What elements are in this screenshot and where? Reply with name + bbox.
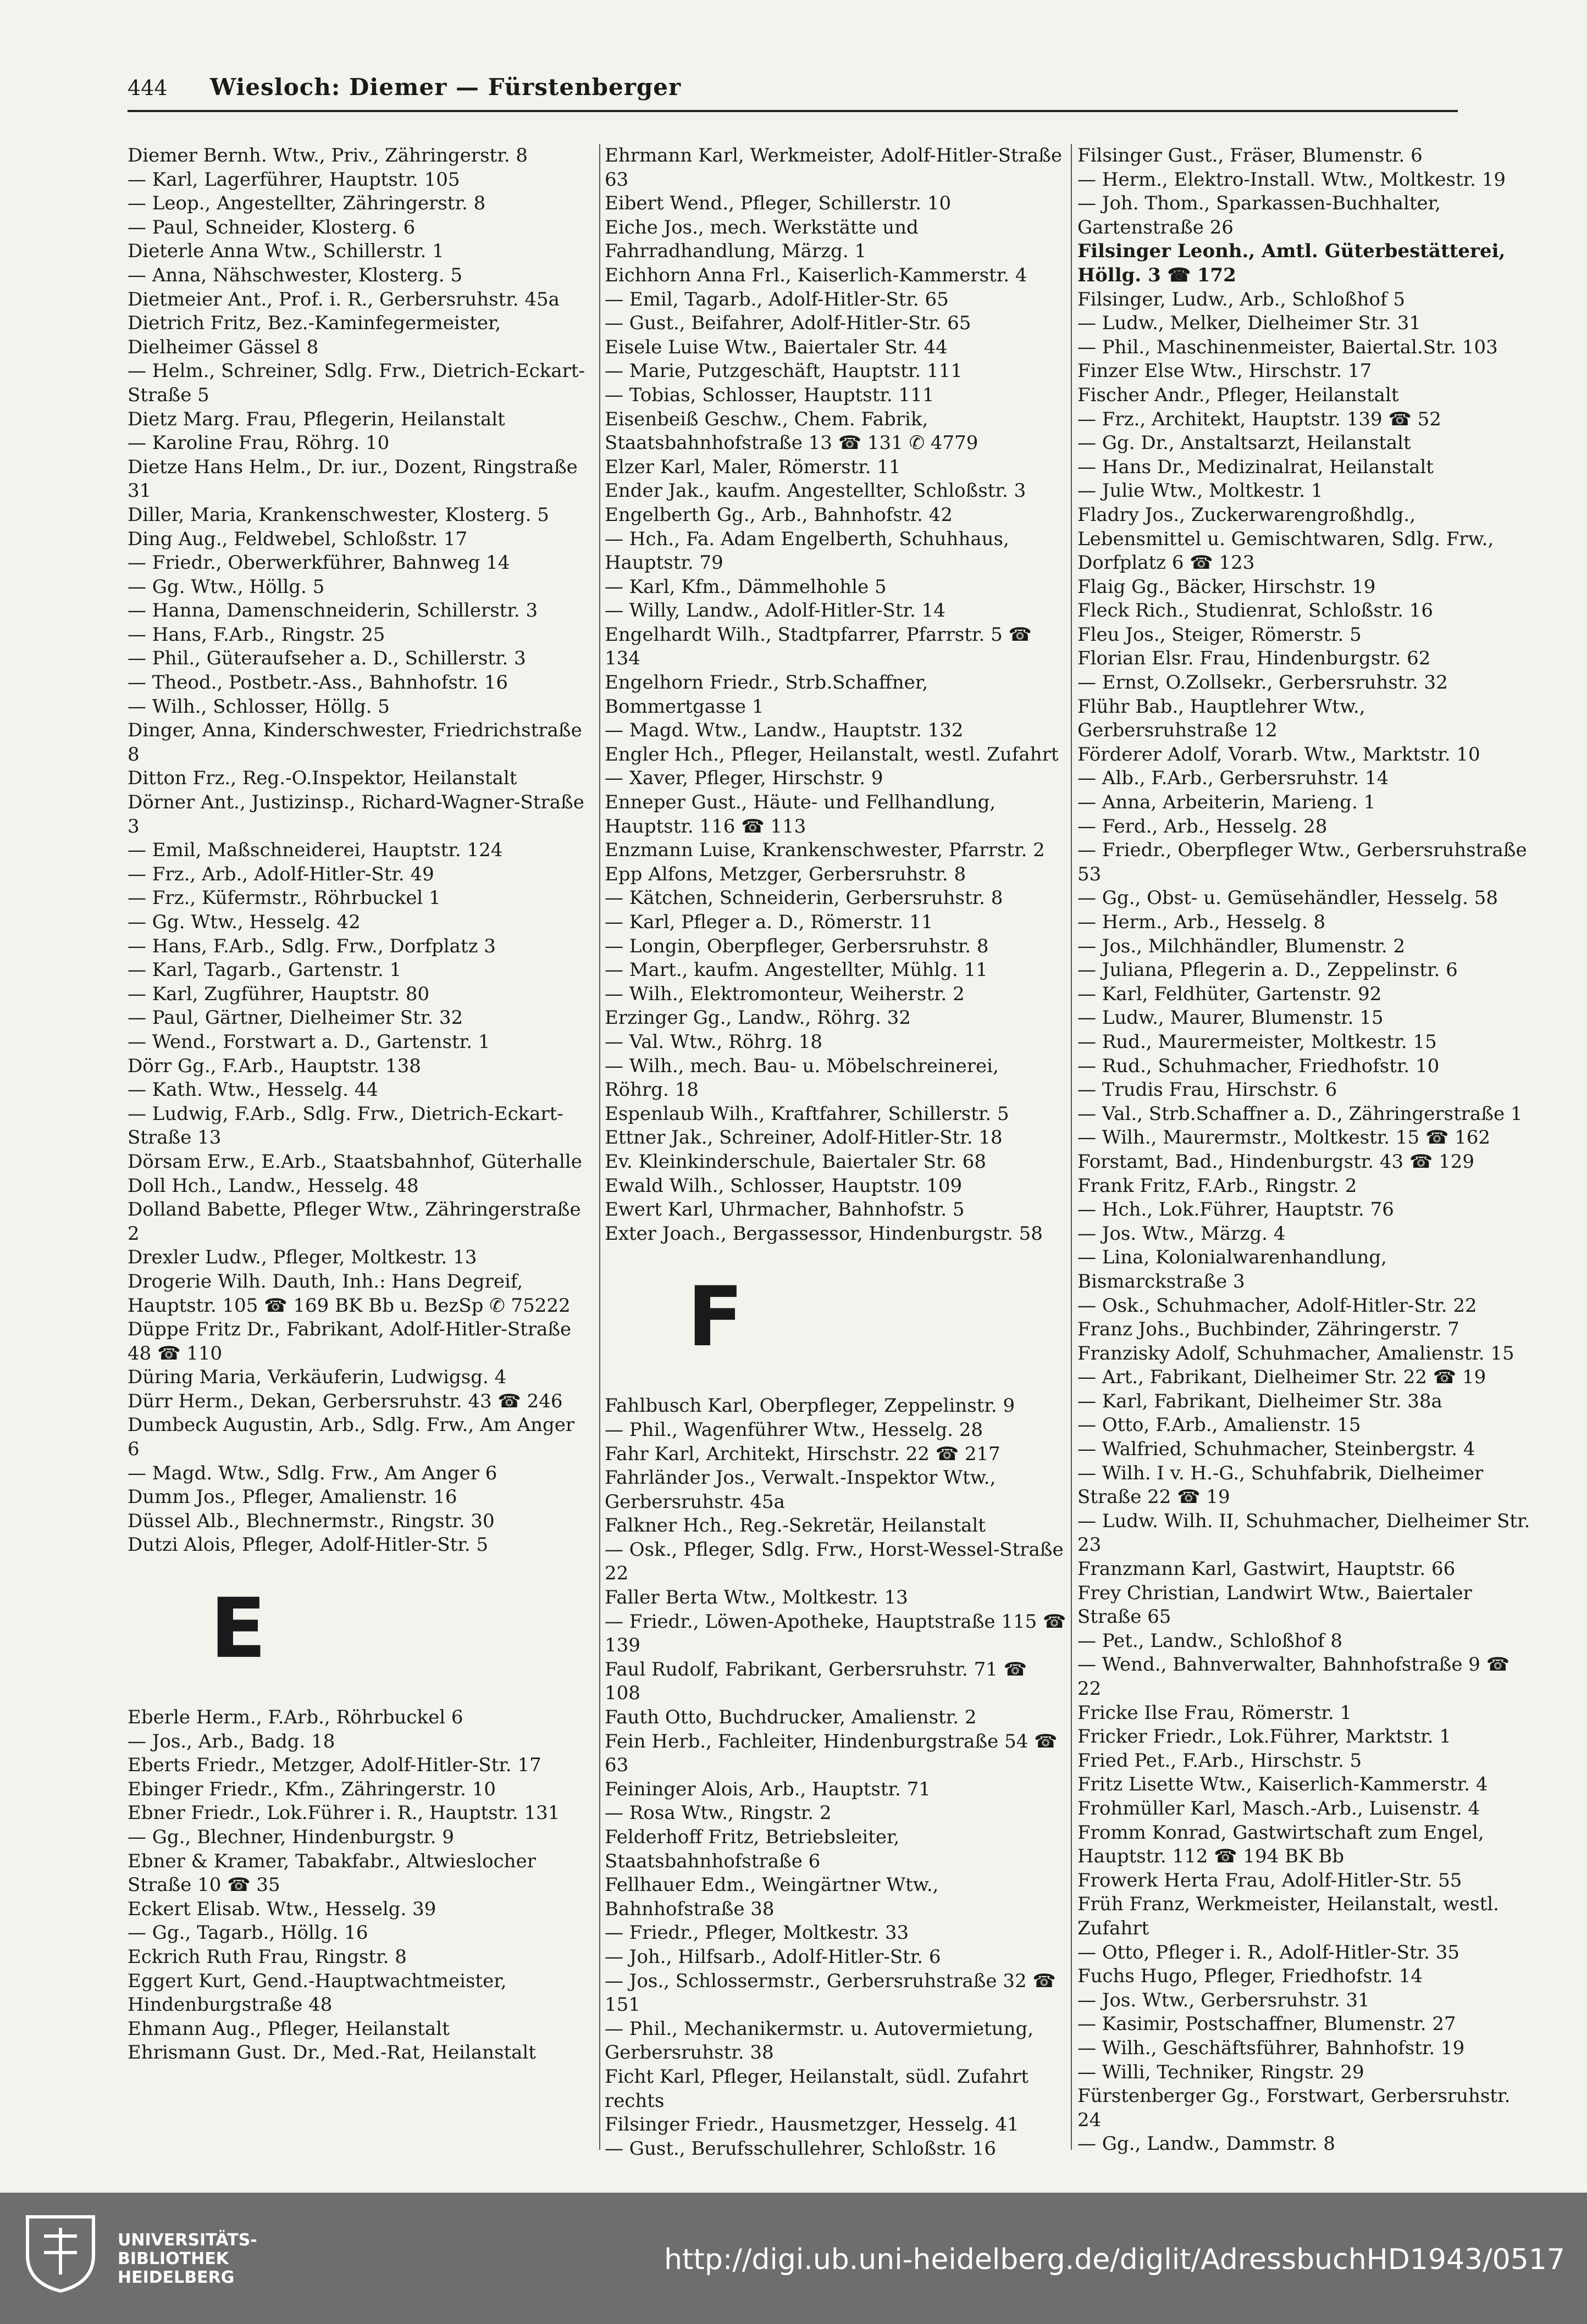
directory-entry: — Karl, Kfm., Dämmelhohle 5 xyxy=(605,575,887,598)
directory-entry: — Willi, Techniker, Ringstr. 29 xyxy=(1077,2061,1364,2083)
directory-entry: Fürstenberger Gg., Forstwart, Gerbersruhstr. 24 xyxy=(1077,2085,1511,2131)
directory-entry: — Herm., Arb., Hesselg. 8 xyxy=(1077,911,1326,933)
directory-entry: Elzer Karl, Maler, Römerstr. 11 xyxy=(605,456,901,478)
directory-entry: Faul Rudolf, Fabrikant, Gerbersruhstr. 71 ☎ 108 xyxy=(605,1658,1027,1705)
directory-entry: — Ludw., Melker, Dielheimer Str. 31 xyxy=(1077,312,1421,335)
directory-entry: — Jos., Schlossermstr., Gerbersruhstraße 32 ☎ 151 xyxy=(605,1970,1056,2016)
directory-entry: Dietmeier Ant., Prof. i. R., Gerbersruhstr. 45a xyxy=(128,288,560,310)
directory-entry: Fahlbusch Karl, Oberpfleger, Zeppelinstr. 9 xyxy=(605,1395,1015,1417)
directory-entry: — Magd. Wtw., Landw., Hauptstr. 132 xyxy=(605,719,964,742)
directory-entry: Fischer Andr., Pfleger, Heilanstalt xyxy=(1077,384,1399,406)
directory-entry: — Hch., Fa. Adam Engelberth, Schuhhaus, Hauptstr. 79 xyxy=(605,528,1009,574)
directory-entry: Dietz Marg. Frau, Pflegerin, Heilanstalt xyxy=(128,408,505,430)
directory-entry: — Jos. Wtw., Gerbersruhstr. 31 xyxy=(1077,1989,1370,2011)
directory-entry: — Wilh., mech. Bau- u. Möbelschreinerei, Röhrg. 18 xyxy=(605,1055,999,1101)
page-header xyxy=(128,66,1458,115)
directory-entry: — Mart., kaufm. Angestellter, Mühlg. 11 xyxy=(605,959,988,981)
directory-entry: Drogerie Wilh. Dauth, Inh.: Hans Degreif, Hauptstr. 105 ☎ 169 BK Bb u. BezSp ✆ 75222 xyxy=(128,1270,571,1317)
directory-entry: — Joh., Hilfsarb., Adolf-Hitler-Str. 6 xyxy=(605,1945,941,1968)
directory-entry: — Willy, Landw., Adolf-Hitler-Str. 14 xyxy=(605,600,945,622)
directory-entry: — Magd. Wtw., Sdlg. Frw., Am Anger 6 xyxy=(128,1462,497,1484)
directory-entry: — Emil, Tagarb., Adolf-Hitler-Str. 65 xyxy=(605,288,949,310)
directory-entry: Flaig Gg., Bäcker, Hirschstr. 19 xyxy=(1077,575,1376,598)
directory-entry: Ditton Frz., Reg.-O.Inspektor, Heilanstalt xyxy=(128,767,517,790)
directory-entry: — Tobias, Schlosser, Hauptstr. 111 xyxy=(605,384,934,406)
directory-entry: Finzer Else Wtw., Hirschstr. 17 xyxy=(1077,360,1372,382)
directory-entry: Felderhoff Fritz, Betriebsleiter, Staatsbahnhofstraße 6 xyxy=(605,1826,900,1872)
directory-entry: Fleck Rich., Studienrat, Schloßstr. 16 xyxy=(1077,600,1433,622)
column-divider xyxy=(599,144,600,2150)
directory-entry: — Phil., Mechanikermstr. u. Autovermietung, Gerbersruhstr. 38 xyxy=(605,2017,1034,2064)
directory-entry: Franzisky Adolf, Schuhmacher, Amalienstr. 15 xyxy=(1077,1342,1514,1365)
directory-entry: — Jos. Wtw., Märzg. 4 xyxy=(1077,1222,1286,1245)
directory-entry: — Paul, Schneider, Klosterg. 6 xyxy=(128,216,416,238)
directory-entry: Dürr Herm., Dekan, Gerbersruhstr. 43 ☎ 246 xyxy=(128,1390,563,1412)
directory-entry: — Ferd., Arb., Hesselg. 28 xyxy=(1077,815,1328,837)
directory-entry: Dietrich Fritz, Bez.-Kaminfegermeister, Dielheimer Gässel 8 xyxy=(128,312,501,358)
directory-entry: — Gg., Tagarb., Höllg. 16 xyxy=(128,1922,368,1944)
directory-entry: Fricke Ilse Frau, Römerstr. 1 xyxy=(1077,1701,1352,1724)
directory-entry: Fahrländer Jos., Verwalt.-Inspektor Wtw., Gerbersruhstr. 45a xyxy=(605,1467,996,1513)
directory-entry: Feininger Alois, Arb., Hauptstr. 71 xyxy=(605,1778,931,1800)
directory-entry: — Trudis Frau, Hirschstr. 6 xyxy=(1077,1079,1337,1101)
directory-entry: — Friedr., Oberwerkführer, Bahnweg 14 xyxy=(128,552,510,574)
directory-entry: Fuchs Hugo, Pfleger, Friedhofstr. 14 xyxy=(1077,1965,1423,1988)
directory-entry: Düssel Alb., Blechnermstr., Ringstr. 30 xyxy=(128,1510,495,1532)
directory-entry: — Karl, Fabrikant, Dielheimer Str. 38a xyxy=(1077,1390,1442,1412)
directory-entry: Eckrich Ruth Frau, Ringstr. 8 xyxy=(128,1945,407,1968)
directory-entry: Falkner Hch., Reg.-Sekretär, Heilanstalt xyxy=(605,1515,986,1537)
directory-entry: Filsinger Leonh., Amtl. Güterbestätterei, Höllg. 3 ☎ 172 xyxy=(1077,240,1506,286)
directory-entry: — Rud., Schuhmacher, Friedhofstr. 10 xyxy=(1077,1055,1440,1077)
page-title: Wiesloch: Diemer — Fürstenberger xyxy=(210,74,682,101)
directory-entry: Engelberth Gg., Arb., Bahnhofstr. 42 xyxy=(605,503,953,526)
directory-entry: — Friedr., Oberpfleger Wtw., Gerbersruhstraße 53 xyxy=(1077,839,1527,885)
directory-entry: Filsinger Friedr., Hausmetzger, Hesselg. 41 xyxy=(605,2114,1019,2136)
directory-entry: Eibert Wend., Pfleger, Schillerstr. 10 xyxy=(605,192,952,215)
directory-entry: Düring Maria, Verkäuferin, Ludwigsg. 4 xyxy=(128,1366,507,1389)
directory-entry: — Rosa Wtw., Ringstr. 2 xyxy=(605,1802,832,1824)
directory-entry: Erzinger Gg., Landw., Röhrg. 32 xyxy=(605,1007,911,1029)
directory-entry: — Kasimir, Postschaffner, Blumenstr. 27 xyxy=(1077,2013,1456,2035)
directory-entry: — Longin, Oberpfleger, Gerbersruhstr. 8 xyxy=(605,935,989,957)
directory-entry: Eckert Elisab. Wtw., Hesselg. 39 xyxy=(128,1898,436,1920)
directory-entry: — Alb., F.Arb., Gerbersruhstr. 14 xyxy=(1077,767,1389,790)
directory-entry: Flühr Bab., Hauptlehrer Wtw., Gerbersruhstraße 12 xyxy=(1077,695,1365,742)
library-name: UNIVERSITÄTS- BIBLIOTHEK HEIDELBERG xyxy=(118,2231,257,2287)
directory-entry: Fricker Friedr., Lok.Führer, Marktstr. 1 xyxy=(1077,1726,1451,1748)
directory-entry: — Phil., Wagenführer Wtw., Hesselg. 28 xyxy=(605,1418,983,1441)
directory-entry: Frey Christian, Landwirt Wtw., Baiertaler Straße 65 xyxy=(1077,1582,1472,1628)
directory-entry: Dumm Jos., Pfleger, Amalienstr. 16 xyxy=(128,1486,457,1508)
directory-entry: Eichhorn Anna Frl., Kaiserlich-Kammerstr. 4 xyxy=(605,264,1027,286)
directory-entry: — Otto, F.Arb., Amalienstr. 15 xyxy=(1077,1414,1361,1436)
directory-entry: — Frz., Arb., Adolf-Hitler-Str. 49 xyxy=(128,863,434,885)
directory-entry: Eberts Friedr., Metzger, Adolf-Hitler-Str. 17 xyxy=(128,1754,541,1777)
directory-entry: — Pet., Landw., Schloßhof 8 xyxy=(1077,1629,1343,1652)
directory-entry: Frohmüller Karl, Masch.-Arb., Luisenstr. 4 xyxy=(1077,1797,1480,1820)
directory-entry: Ender Jak., kaufm. Angestellter, Schloßstr. 3 xyxy=(605,480,1026,502)
directory-entry: — Wilh., Maurermstr., Moltkestr. 15 ☎ 162 xyxy=(1077,1127,1491,1149)
directory-entry: Fladry Jos., Zuckerwarengroßhdlg., Lebensmittel u. Gemischtwaren, Sdlg. Frw., Dorfplatz 6 ☎ 123 xyxy=(1077,503,1494,574)
directory-entry: — Xaver, Pfleger, Hirschstr. 9 xyxy=(605,767,883,790)
directory-entry: Fellhauer Edm., Weingärtner Wtw., Bahnhofstraße 38 xyxy=(605,1874,939,1920)
directory-entry: — Ludwig, F.Arb., Sdlg. Frw., Dietrich-Eckart-Straße 13 xyxy=(128,1102,563,1149)
directory-entry: — Gg. Wtw., Höllg. 5 xyxy=(128,575,325,598)
directory-entry: Frowerk Herta Frau, Adolf-Hitler-Str. 55 xyxy=(1077,1869,1462,1892)
directory-entry: Fritz Lisette Wtw., Kaiserlich-Kammerstr. 4 xyxy=(1077,1773,1488,1796)
directory-entry: — Osk., Schuhmacher, Adolf-Hitler-Str. 22 xyxy=(1077,1294,1477,1317)
directory-entry: Filsinger, Ludw., Arb., Schloßhof 5 xyxy=(1077,288,1405,310)
directory-entry: — Hans Dr., Medizinalrat, Heilanstalt xyxy=(1077,456,1434,478)
directory-entry: — Helm., Schreiner, Sdlg. Frw., Dietrich-Eckart-Straße 5 xyxy=(128,360,585,406)
directory-entry: Früh Franz, Werkmeister, Heilanstalt, westl. Zufahrt xyxy=(1077,1893,1499,1939)
directory-entry: Ettner Jak., Schreiner, Adolf-Hitler-Str. 18 xyxy=(605,1127,1003,1149)
directory-entry: — Ludw. Wilh. II, Schuhmacher, Dielheimer Str. 23 xyxy=(1077,1510,1530,1556)
directory-entry: — Frz., Architekt, Hauptstr. 139 ☎ 52 xyxy=(1077,408,1441,430)
directory-entry: Ding Aug., Feldwebel, Schloßstr. 17 xyxy=(128,528,468,550)
directory-entry: Ehrmann Karl, Werkmeister, Adolf-Hitler-Straße 63 xyxy=(605,145,1063,191)
directory-entry: — Wilh., Elektromonteur, Weiherstr. 2 xyxy=(605,983,965,1005)
directory-entry: Engler Hch., Pfleger, Heilanstalt, westl. Zufahrt xyxy=(605,743,1059,766)
directory-entry: Filsinger Gust., Fräser, Blumenstr. 6 xyxy=(1077,145,1423,167)
directory-entry: Ehmann Aug., Pfleger, Heilanstalt xyxy=(128,2017,450,2040)
directory-entry: — Julie Wtw., Moltkestr. 1 xyxy=(1077,480,1323,502)
directory-entry: Fein Herb., Fachleiter, Hindenburgstraße 54 ☎ 63 xyxy=(605,1730,1058,1777)
directory-entry: — Wilh. I v. H.-G., Schuhfabrik, Dielheimer Straße 22 ☎ 19 xyxy=(1077,1462,1484,1508)
directory-entry: — Hans, F.Arb., Ringstr. 25 xyxy=(128,623,385,646)
directory-entry: Drexler Ludw., Pfleger, Moltkestr. 13 xyxy=(128,1246,477,1269)
directory-entry: Eiche Jos., mech. Werkstätte und Fahrradhandlung, Märzg. 1 xyxy=(605,216,919,263)
directory-entry: Eberle Herm., F.Arb., Röhrbuckel 6 xyxy=(128,1706,463,1729)
directory-entry: — Phil., Maschinenmeister, Baiertal.Str. 103 xyxy=(1077,336,1498,358)
directory-entry: — Marie, Putzgeschäft, Hauptstr. 111 xyxy=(605,360,963,382)
directory-entry: — Wend., Forstwart a. D., Gartenstr. 1 xyxy=(128,1030,490,1053)
section-letter: F xyxy=(687,1269,744,1366)
directory-entry: Ebner Friedr., Lok.Führer i. R., Hauptstr. 131 xyxy=(128,1802,560,1824)
directory-entry: — Friedr., Löwen-Apotheke, Hauptstraße 115 ☎ 139 xyxy=(605,1610,1066,1657)
directory-entry: Dieterle Anna Wtw., Schillerstr. 1 xyxy=(128,240,444,263)
directory-entry: — Frz., Küfermstr., Röhrbuckel 1 xyxy=(128,887,441,909)
directory-entry: Dinger, Anna, Kinderschwester, Friedrichstraße 8 xyxy=(128,719,582,766)
directory-entry: — Karl, Tagarb., Gartenstr. 1 xyxy=(128,959,402,981)
directory-entry: Ehrismann Gust. Dr., Med.-Rat, Heilanstalt xyxy=(128,2042,536,2064)
directory-entry: — Jos., Arb., Badg. 18 xyxy=(128,1730,335,1752)
directory-entry: — Karl, Lagerführer, Hauptstr. 105 xyxy=(128,168,460,191)
directory-entry: Ev. Kleinkinderschule, Baiertaler Str. 68 xyxy=(605,1150,987,1173)
directory-entry: Diller, Maria, Krankenschwester, Klosterg. 5 xyxy=(128,503,549,526)
directory-entry: — Wilh., Geschäftsführer, Bahnhofstr. 19 xyxy=(1077,2037,1465,2059)
directory-entry: Fleu Jos., Steiger, Römerstr. 5 xyxy=(1077,623,1362,646)
directory-entry: Engelhorn Friedr., Strb.Schaffner, Bommertgasse 1 xyxy=(605,672,928,718)
directory-entry: — Gg. Dr., Anstaltsarzt, Heilanstalt xyxy=(1077,432,1411,454)
directory-column-2 xyxy=(605,144,1066,2161)
header-rule xyxy=(128,110,1458,112)
directory-entry: — Karoline Frau, Röhrg. 10 xyxy=(128,432,390,454)
directory-entry: Epp Alfons, Metzger, Gerbersruhstr. 8 xyxy=(605,863,966,885)
directory-entry: Fromm Konrad, Gastwirtschaft zum Engel, Hauptstr. 112 ☎ 194 BK Bb xyxy=(1077,1821,1484,1868)
directory-entry: — Karl, Zugführer, Hauptstr. 80 xyxy=(128,983,430,1005)
directory-entry: — Joh. Thom., Sparkassen-Buchhalter, Gartenstraße 26 xyxy=(1077,192,1441,238)
directory-entry: Ewald Wilh., Schlosser, Hauptstr. 109 xyxy=(605,1174,963,1197)
directory-entry: Fauth Otto, Buchdrucker, Amalienstr. 2 xyxy=(605,1706,977,1729)
directory-entry: — Phil., Güteraufseher a. D., Schillerstr. 3 xyxy=(128,647,526,670)
directory-entry: Engelhardt Wilh., Stadtpfarrer, Pfarrstr. 5 ☎ 134 xyxy=(605,623,1032,670)
directory-entry: Espenlaub Wilh., Kraftfahrer, Schillerstr. 5 xyxy=(605,1102,1009,1125)
directory-entry: Exter Joach., Bergassessor, Hindenburgstr. 58 xyxy=(605,1222,1043,1245)
directory-entry: — Val., Strb.Schaffner a. D., Zähringerstraße 1 xyxy=(1077,1102,1523,1125)
directory-entry: Frank Fritz, F.Arb., Ringstr. 2 xyxy=(1077,1174,1357,1197)
directory-entry: — Kätchen, Schneiderin, Gerbersruhstr. 8 xyxy=(605,887,1003,909)
directory-column-3 xyxy=(1077,144,1539,2156)
directory-entry: — Emil, Maßschneiderei, Hauptstr. 124 xyxy=(128,839,503,862)
directory-entry: Florian Elsr. Frau, Hindenburgstr. 62 xyxy=(1077,647,1431,670)
directory-entry: — Friedr., Pfleger, Moltkestr. 33 xyxy=(605,1922,909,1944)
directory-entry: Dolland Babette, Pfleger Wtw., Zähringerstraße 2 xyxy=(128,1199,581,1245)
directory-entry: — Ernst, O.Zollsekr., Gerbersruhstr. 32 xyxy=(1077,672,1448,694)
directory-entry: — Otto, Pfleger i. R., Adolf-Hitler-Str. 35 xyxy=(1077,1941,1460,1964)
directory-entry: Düppe Fritz Dr., Fabrikant, Adolf-Hitler-Straße 48 ☎ 110 xyxy=(128,1318,572,1365)
page-number: 444 xyxy=(128,76,168,100)
directory-entry: Förderer Adolf, Vorarb. Wtw., Marktstr. 10 xyxy=(1077,743,1480,766)
university-seal-icon xyxy=(22,2211,99,2294)
directory-entry: — Karl, Pfleger a. D., Römerstr. 11 xyxy=(605,911,933,933)
directory-entry: — Gg., Obst- u. Gemüsehändler, Hesselg. 58 xyxy=(1077,887,1498,909)
directory-entry: — Wilh., Schlosser, Höllg. 5 xyxy=(128,695,390,718)
directory-entry: Dörr Gg., F.Arb., Hauptstr. 138 xyxy=(128,1055,421,1077)
directory-entry: Ficht Karl, Pfleger, Heilanstalt, südl. Zufahrt rechts xyxy=(605,2065,1028,2112)
directory-entry: — Paul, Gärtner, Dielheimer Str. 32 xyxy=(128,1007,463,1029)
directory-entry: Fried Pet., F.Arb., Hirschstr. 5 xyxy=(1077,1749,1362,1772)
directory-entry: — Gust., Beifahrer, Adolf-Hitler-Str. 65 xyxy=(605,312,971,335)
directory-entry: — Ludw., Maurer, Blumenstr. 15 xyxy=(1077,1007,1384,1029)
directory-entry: Fahr Karl, Architekt, Hirschstr. 22 ☎ 217 xyxy=(605,1443,1000,1465)
directory-entry: Ebner & Kramer, Tabakfabr., Altwieslocher Straße 10 ☎ 35 xyxy=(128,1850,536,1896)
directory-entry: Doll Hch., Landw., Hesselg. 48 xyxy=(128,1174,419,1197)
directory-entry: Enzmann Luise, Krankenschwester, Pfarrstr. 2 xyxy=(605,839,1045,862)
directory-entry: — Wend., Bahnverwalter, Bahnhofstraße 9 ☎ 22 xyxy=(1077,1654,1510,1700)
directory-entry: — Osk., Pfleger, Sdlg. Frw., Horst-Wessel-Straße 22 xyxy=(605,1538,1064,1585)
directory-entry: — Rud., Maurermeister, Moltkestr. 15 xyxy=(1077,1030,1437,1053)
directory-entry: — Anna, Arbeiterin, Marieng. 1 xyxy=(1077,791,1376,814)
directory-entry: Diemer Bernh. Wtw., Priv., Zähringerstr. 8 xyxy=(128,145,528,167)
directory-entry: — Hans, F.Arb., Sdlg. Frw., Dorfplatz 3 xyxy=(128,935,496,957)
directory-entry: Dörsam Erw., E.Arb., Staatsbahnhof, Güterhalle xyxy=(128,1150,582,1173)
directory-entry: — Leop., Angestellter, Zähringerstr. 8 xyxy=(128,192,486,215)
column-divider xyxy=(1071,144,1072,2150)
directory-entry: Dumbeck Augustin, Arb., Sdlg. Frw., Am Anger 6 xyxy=(128,1414,575,1461)
directory-entry: Eggert Kurt, Gend.-Hauptwachtmeister, Hindenburgstraße 48 xyxy=(128,1970,507,2016)
directory-entry: — Walfried, Schuhmacher, Steinbergstr. 4 xyxy=(1077,1438,1475,1461)
directory-entry: Franzmann Karl, Gastwirt, Hauptstr. 66 xyxy=(1077,1558,1456,1580)
section-letter: E xyxy=(210,1581,267,1677)
directory-entry: Franz Johs., Buchbinder, Zähringerstr. 7 xyxy=(1077,1318,1459,1341)
directory-entry: Dietze Hans Helm., Dr. iur., Dozent, Ringstraße 31 xyxy=(128,456,578,502)
directory-entry: — Gg. Wtw., Hesselg. 42 xyxy=(128,911,361,933)
directory-entry: — Juliana, Pflegerin a. D., Zeppelinstr. 6 xyxy=(1077,959,1458,981)
directory-entry: Ebinger Friedr., Kfm., Zähringerstr. 10 xyxy=(128,1778,496,1800)
directory-entry: — Theod., Postbetr.-Ass., Bahnhofstr. 16 xyxy=(128,672,508,694)
directory-column-1 xyxy=(128,144,589,2065)
directory-entry: Forstamt, Bad., Hindenburgstr. 43 ☎ 129 xyxy=(1077,1150,1475,1173)
directory-entry: — Gg., Blechner, Hindenburgstr. 9 xyxy=(128,1826,454,1848)
directory-entry: — Gust., Berufsschullehrer, Schloßstr. 16 xyxy=(605,2137,997,2160)
directory-entry: — Anna, Nähschwester, Klosterg. 5 xyxy=(128,264,463,286)
directory-entry: — Art., Fabrikant, Dielheimer Str. 22 ☎ 19 xyxy=(1077,1366,1486,1389)
library-footer xyxy=(0,2193,1587,2324)
directory-entry: — Hch., Lok.Führer, Hauptstr. 76 xyxy=(1077,1199,1394,1221)
directory-entry: Enneper Gust., Häute- und Fellhandlung, Hauptstr. 116 ☎ 113 xyxy=(605,791,996,837)
directory-entry: Faller Berta Wtw., Moltkestr. 13 xyxy=(605,1587,908,1609)
directory-entry: Ewert Karl, Uhrmacher, Bahnhofstr. 5 xyxy=(605,1199,965,1221)
directory-entry: — Hanna, Damenschneiderin, Schillerstr. 3 xyxy=(128,600,538,622)
directory-entry: Dörner Ant., Justizinsp., Richard-Wagner-Straße 3 xyxy=(128,791,584,837)
directory-entry: — Kath. Wtw., Hesselg. 44 xyxy=(128,1079,379,1101)
source-url-link[interactable]: http://digi.ub.uni-heidelberg.de/diglit/AdressbuchHD1943/0517 xyxy=(664,2243,1565,2276)
directory-entry: — Karl, Feldhüter, Gartenstr. 92 xyxy=(1077,983,1382,1005)
directory-entry: — Herm., Elektro-Install. Wtw., Moltkestr. 19 xyxy=(1077,168,1506,191)
directory-entry: Eisele Luise Wtw., Baiertaler Str. 44 xyxy=(605,336,948,358)
directory-entry: — Jos., Milchhändler, Blumenstr. 2 xyxy=(1077,935,1406,957)
directory-entry: — Val. Wtw., Röhrg. 18 xyxy=(605,1030,822,1053)
directory-entry: — Lina, Kolonialwarenhandlung, Bismarckstraße 3 xyxy=(1077,1246,1387,1293)
directory-entry: Eisenbeiß Geschw., Chem. Fabrik, Staatsbahnhofstraße 13 ☎ 131 ✆ 4779 xyxy=(605,408,978,454)
directory-entry: Dutzi Alois, Pfleger, Adolf-Hitler-Str. 5 xyxy=(128,1534,489,1556)
directory-entry: — Gg., Landw., Dammstr. 8 xyxy=(1077,2133,1336,2155)
